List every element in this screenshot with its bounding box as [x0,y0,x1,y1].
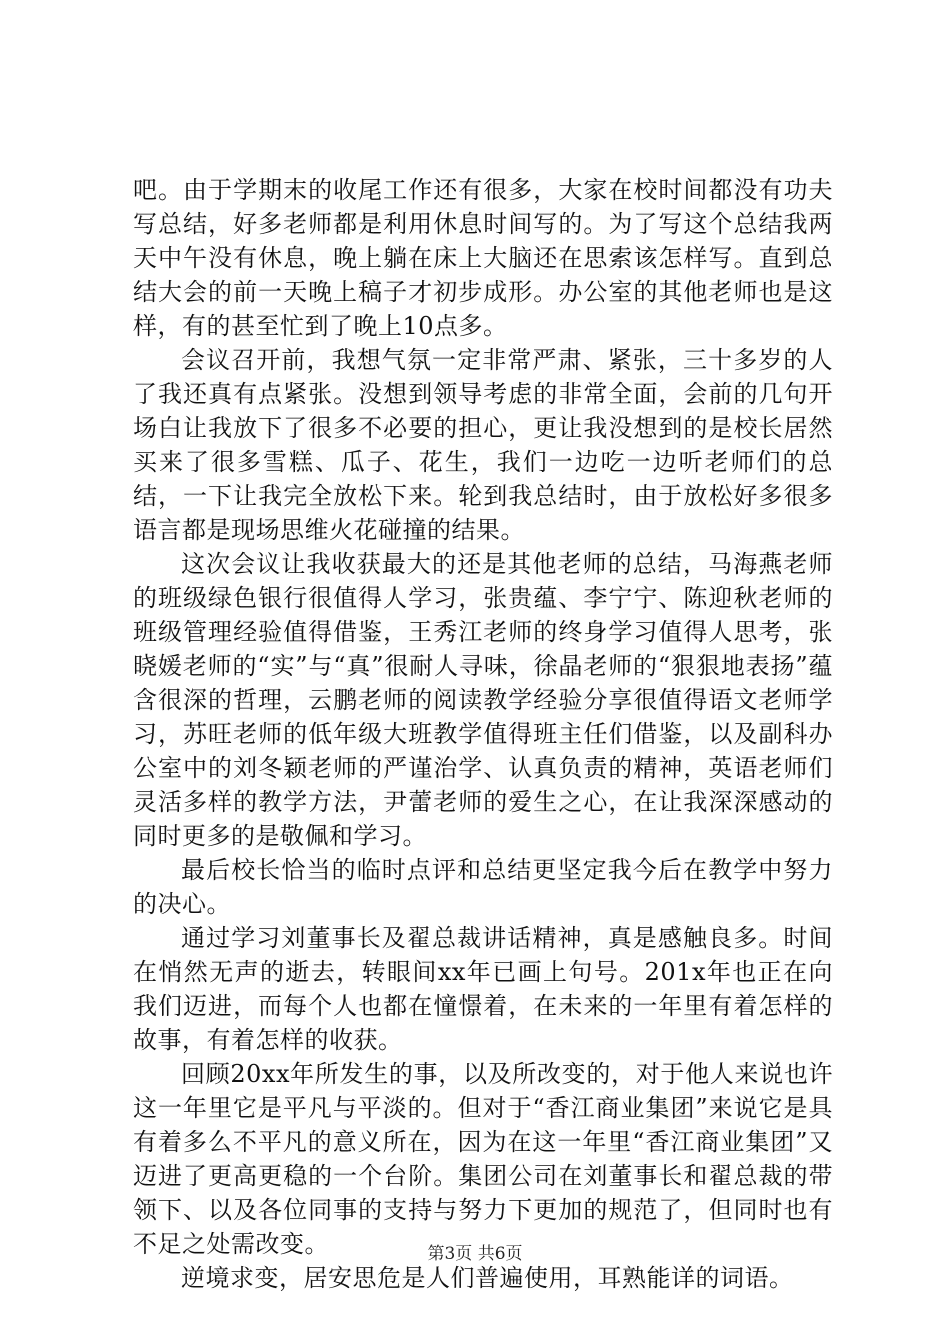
page-number: 第3页 共6页 [427,1244,523,1264]
paragraph-1: 吧。由于学期末的收尾工作还有很多，大家在校时间都没有功夫写总结，好多老师都是利用休息时间写的。为了写这个总结我两天中午没有休息，晚上躺在床上大脑还在思索该怎样写。直到总结大会的前一天晚上稿子才初步成形。办公室的其他老师也是这样，有的甚至忙到了晚上10点多。 [133,176,833,340]
paragraph-6: 回顾20xx年所发生的事，以及所改变的，对于他人来说也许这一年里它是平凡与平淡的。但对于“香江商业集团”来说它是具有着多么不平凡的意义所在，因为在这一年里“香江商业集团”又迈进了更高更稳的一个台阶。集团公司在刘董事长和翟总裁的带领下、以及各位同事的支持与努力下更加的规范了，但同时也有不足之处需改变。 [133,1060,833,1258]
paragraph-2: 会议召开前，我想气氛一定非常严肃、紧张，三十多岁的人了我还真有点紧张。没想到领导考虑的非常全面，会前的几句开场白让我放下了很多不必要的担心，更让我没想到的是校长居然买来了很多雪糕、瓜子、花生，我们一边吃一边听老师们的总结，一下让我完全放松下来。轮到我总结时，由于放松好多很多语言都是现场思维火花碰撞的结果。 [133,346,833,544]
paragraph-4: 最后校长恰当的临时点评和总结更坚定我今后在教学中努力的决心。 [133,856,833,918]
document-body [133,173,833,1295]
page-footer [0,1244,950,1264]
paragraph-3: 这次会议让我收获最大的还是其他老师的总结，马海燕老师的班级绿色银行很值得人学习，张贵蕴、李宁宁、陈迎秋老师的班级管理经验值得借鉴，王秀江老师的终身学习值得人思考，张晓媛老师的“实”与“真”很耐人寻味，徐晶老师的“狠狠地表扬”蕴含很深的哲理，云鹏老师的阅读教学经验分享很值得语文老师学习，苏旺老师的低年级大班教学值得班主任们借鉴，以及副科办公室中的刘冬颖老师的严谨治学、认真负责的精神，英语老师们灵活多样的教学方法，尹蕾老师的爱生之心，在让我深深感动的同时更多的是敬佩和学习。 [133,550,833,850]
paragraph-5: 通过学习刘董事长及翟总裁讲话精神，真是感触良多。时间在悄然无声的逝去，转眼间xx年已画上句号。201x年也正在向我们迈进，而每个人也都在憧憬着，在未来的一年里有着怎样的故事，有着怎样的收获。 [133,924,833,1054]
paragraph-7: 逆境求变，居安思危是人们普遍使用，耳熟能详的词语。 [181,1264,794,1292]
